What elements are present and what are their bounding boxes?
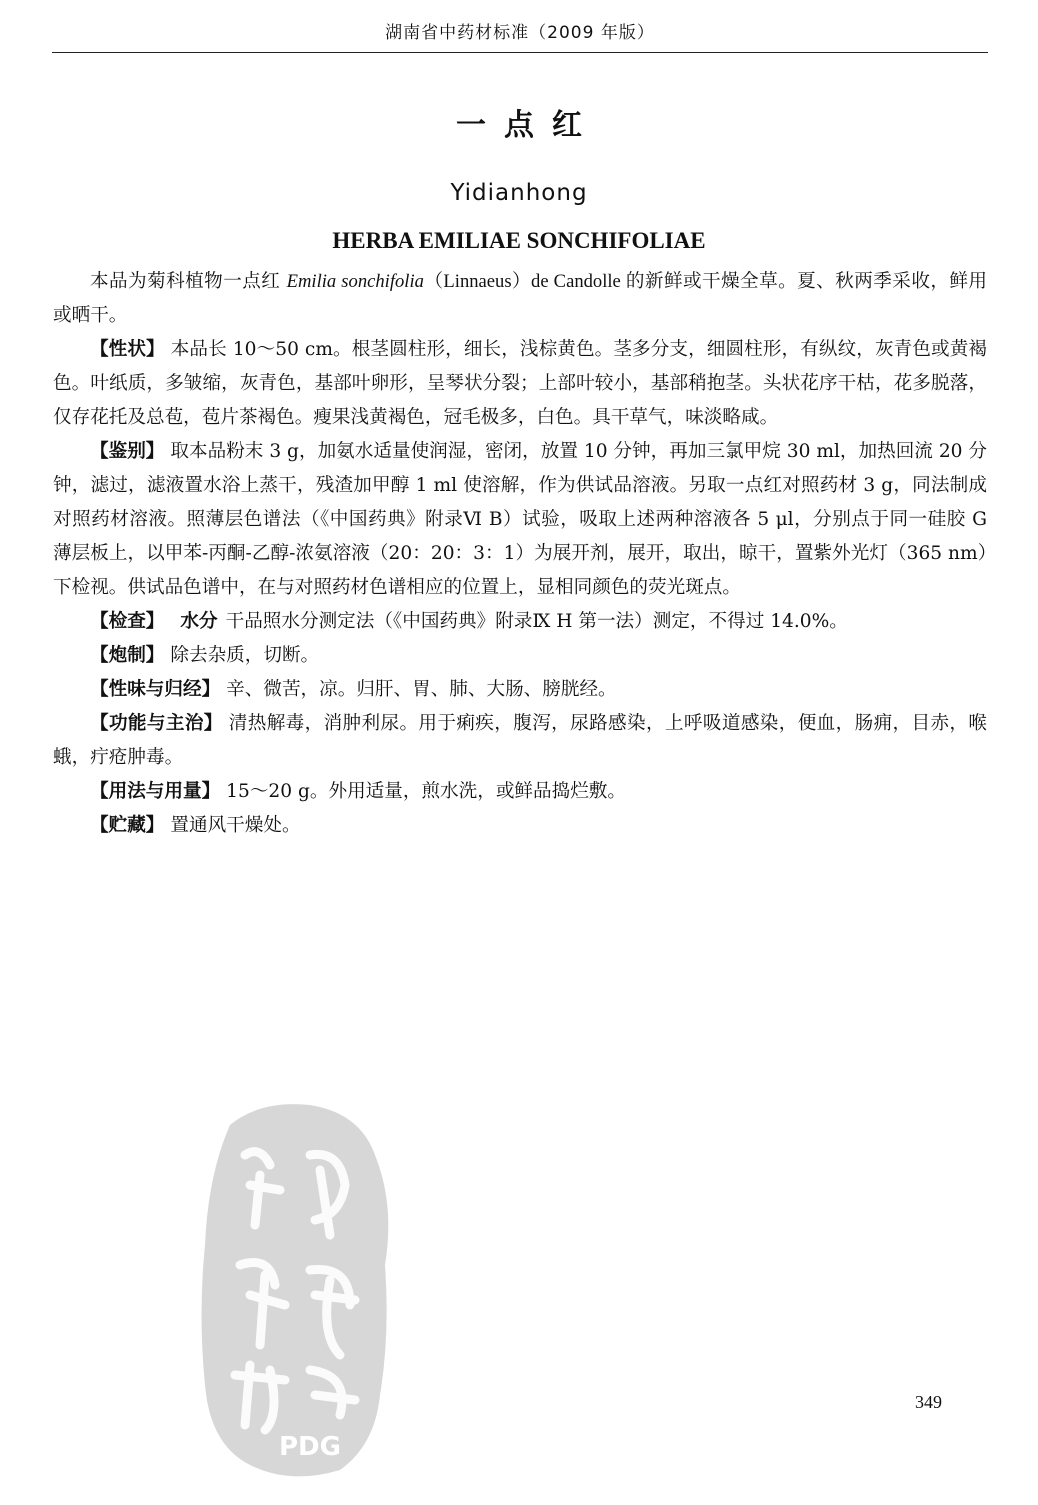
- description-label: 【性状】: [90, 339, 165, 360]
- property-text: 辛、微苦，凉。归肝、胃、肺、大肠、膀胱经。: [226, 679, 617, 700]
- storage-text: 置通风干燥处。: [170, 815, 301, 836]
- monograph-title-pinyin: Yidianhong: [450, 180, 588, 206]
- identification-paragraph: [53, 435, 987, 605]
- watermark-text: PDG: [279, 1432, 341, 1462]
- intro-prefix: 本品为菊科植物一点红: [90, 271, 287, 292]
- monograph-body: [53, 265, 987, 843]
- usage-text: 15～20 g。外用适量，煎水洗，或鲜品捣烂敷。: [226, 781, 626, 802]
- monograph-title-chinese: 一点红: [456, 108, 600, 143]
- running-title: 湖南省中药材标准（2009 年版）: [385, 23, 655, 43]
- page-number: 349: [915, 1392, 942, 1412]
- seal-watermark-icon: [190, 1095, 400, 1480]
- processing-text: 除去杂质，切断。: [170, 645, 320, 666]
- identification-label: 【鉴别】: [90, 441, 165, 462]
- function-label: 【功能与主治】: [90, 713, 223, 734]
- property-paragraph: [53, 673, 987, 707]
- processing-label: 【炮制】: [90, 645, 165, 666]
- examination-text: 干品照水分测定法（《中国药典》附录Ⅸ H 第一法）测定，不得过 14.0%。: [225, 611, 848, 632]
- function-paragraph: [53, 707, 987, 775]
- intro-suffix: （Linnaeus）de Candolle 的新鲜或干燥全草。夏、秋两季采收，鲜用或晒干。: [53, 271, 987, 326]
- function-text: 清热解毒，消肿利尿。用于痢疾，腹泻，尿路感染，上呼吸道感染，便血，肠痈，目赤，喉蛾，疔疮肿毒。: [53, 713, 987, 768]
- monograph-title-latin: HERBA EMILIAE SONCHIFOLIAE: [332, 228, 706, 253]
- seal-stone-shape: [202, 1104, 389, 1476]
- processing-paragraph: [53, 639, 987, 673]
- examination-sublabel: 水分: [180, 611, 218, 632]
- examination-label: 【检查】: [90, 611, 165, 632]
- examination-paragraph: [53, 605, 987, 639]
- storage-label: 【贮藏】: [90, 815, 165, 836]
- description-paragraph: [53, 333, 987, 435]
- usage-paragraph: [53, 775, 987, 809]
- property-label: 【性味与归经】: [90, 679, 221, 700]
- identification-text: 取本品粉末 3 g，加氨水适量使润湿，密闭，放置 10 分钟，再加三氯甲烷 30 ml，加热回流 20 分钟，滤过，滤液置水浴上蒸干，残渣加甲醇 1 ml 使溶解，作为供试品溶液。另取一点红对照药材 3 g，同法制成对照药材溶液。照薄层色谱法（《中国药典》附录Ⅵ B）试验，吸取上述两种溶液各 5 μl，分别点于同一硅胶 G 薄层板上，以甲苯-丙酮-乙醇-浓氨溶液（20：20：3：1）为展开剂，展开，取出，晾干，置紫外光灯（365 nm）下检视。供试品色谱中，在与对照药材色谱相应的位置上，显相同颜色的荧光斑点。: [53, 441, 987, 598]
- species-name: Emilia sonchifolia: [286, 271, 424, 292]
- storage-paragraph: [53, 809, 987, 843]
- running-header: [52, 18, 988, 53]
- description-text: 本品长 10～50 cm。根茎圆柱形，细长，浅棕黄色。茎多分支，细圆柱形，有纵纹，灰青色或黄褐色。叶纸质，多皱缩，灰青色，基部叶卵形，呈琴状分裂；上部叶较小，基部稍抱茎。头状花序干枯，花多脱落，仅存花托及总苞，苞片茶褐色。瘦果浅黄褐色，冠毛极多，白色。具干草气，味淡略咸。: [53, 339, 987, 428]
- intro-paragraph: [53, 265, 987, 333]
- usage-label: 【用法与用量】: [90, 781, 221, 802]
